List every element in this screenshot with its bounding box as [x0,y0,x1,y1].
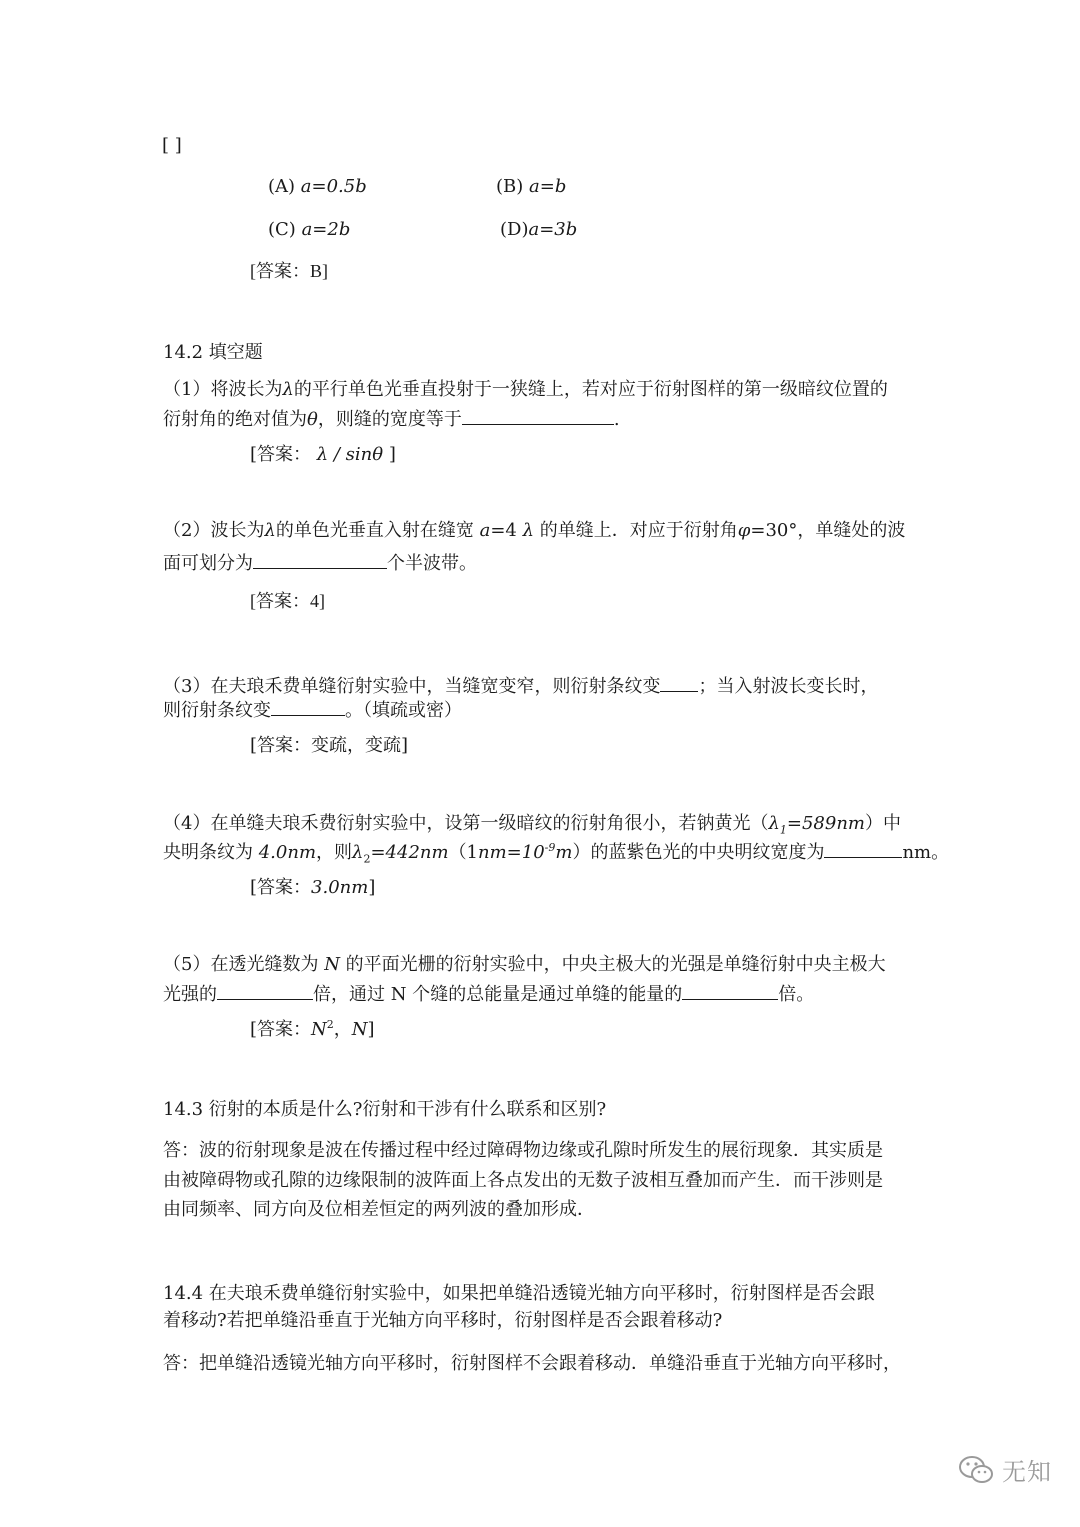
answer-q2: [答案：4] [250,591,325,611]
option-c: (C) a=2b [268,219,351,240]
fill-in-blank[interactable] [660,675,698,692]
option-a: (A) a=0.5b [268,176,367,197]
fill-in-blank[interactable] [217,983,313,1000]
answer-14-4-line-1: 答：把单缝沿透镜光轴方向平移时，衍射图样不会跟着移动．单缝沿垂直于光轴方向平移时， [163,1353,901,1374]
answer-14-3-line-3: 由同频率、同方向及位相差恒定的两列波的叠加形成． [163,1199,595,1220]
watermark [958,1452,1052,1487]
q1-line-2: 衍射角的绝对值为θ，则缝的宽度等于 . [163,409,620,430]
answer-q3: [答案：变疏，变疏] [250,735,409,756]
q3-line-1: （3）在夫琅禾费单缝衍射实验中，当缝宽变窄，则衍射条纹变 ；当入射波长变长时， [163,676,879,697]
answer-q4: [答案：3.0nm] [250,877,376,898]
q2-line-1: （2）波长为λ的单色光垂直入射在缝宽 a=4 λ 的单缝上．对应于衍射角φ=30°，单缝处的波 [163,520,906,541]
question-14-3: 14.3 衍射的本质是什么?衍射和干涉有什么联系和区别? [163,1099,607,1120]
fill-in-blank[interactable] [682,983,778,1000]
answer-14-3-line-2: 由被障碍物或孔隙的边缘限制的波阵面上各点发出的无数子波相互叠加而产生．而干涉则是 [163,1170,883,1191]
question-14-4-line-2: 着移动?若把单缝沿垂直于光轴方向平移时，衍射图样是否会跟着移动? [163,1310,723,1331]
answer-14-3-line-1: 答：波的衍射现象是波在传播过程中经过障碍物边缘或孔隙时所发生的展衍现象．其实质是 [163,1140,883,1161]
wechat-icon [958,1455,994,1485]
fill-in-blank[interactable] [253,552,387,569]
answer-14-1: [答案：B] [250,261,328,281]
section-heading-14-2: 14.2 填空题 [163,342,263,363]
question-14-4-line-1: 14.4 在夫琅禾费单缝衍射实验中，如果把单缝沿透镜光轴方向平移时，衍射图样是否会跟 [163,1283,875,1304]
q1-line-1: （1）将波长为λ的平行单色光垂直投射于一狭缝上，若对应于衍射图样的第一级暗纹位置的 [163,379,888,400]
fill-in-blank[interactable] [271,699,345,716]
q4-line-1: （4）在单缝夫琅禾费衍射实验中，设第一级暗纹的衍射角很小，若钠黄光$(\lambda_1=589nm)$中 [163,813,901,837]
q2-line-2: 面可划分为 个半波带。 [163,553,477,574]
q5-line-2: 光强的 倍，通过 N 个缝的总能量是通过单缝的能量的 倍。 [163,984,815,1005]
fill-in-blank[interactable] [462,408,614,425]
answer-bracket: [ ] [162,135,182,156]
option-b: (B) a=b [496,176,567,197]
watermark-text: 无知 [1002,1458,1052,1486]
option-d: (D)a=3b [500,219,578,240]
q4-line-2: 央明条纹为 4.0nm，则$\lambda_2=442nm(1nm=10^{-9}m)$的蓝紫色光的中央明纹宽度为 nm。 [163,841,950,866]
q3-line-2: 则衍射条纹变 。（填疏或密） [163,700,462,721]
answer-q1: [答案： λ / sinθ ] [250,444,396,465]
answer-q5: [答案：$N^2$，N] [250,1018,375,1040]
fill-in-blank[interactable] [824,841,902,858]
q5-line-1: （5）在透光缝数为 N 的平面光栅的衍射实验中，中央主极大的光强是单缝衍射中央主极大 [163,954,886,975]
